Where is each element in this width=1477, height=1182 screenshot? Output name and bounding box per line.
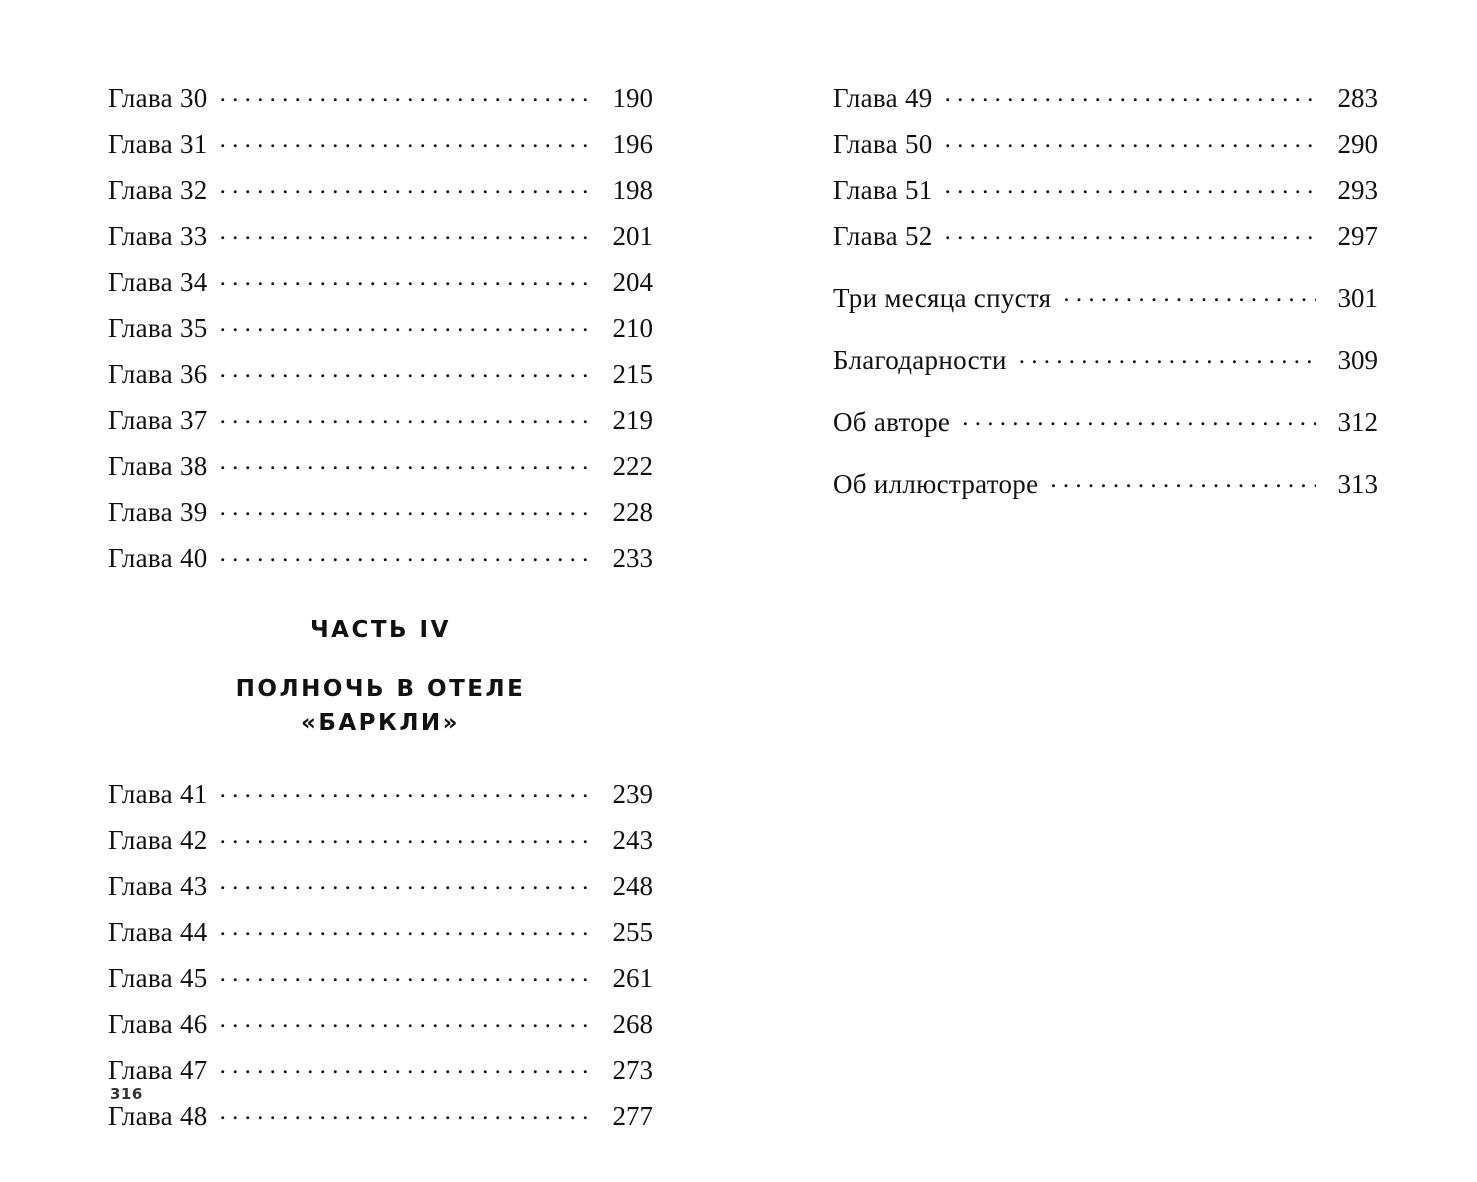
toc-leader-dots	[945, 126, 1316, 153]
toc-entry-page: 201	[612, 221, 653, 251]
toc-entry-label: Глава 47	[108, 1055, 208, 1086]
toc-leader-dots	[220, 402, 591, 429]
part-title-line-1: ПОЛНОЧЬ В ОТЕЛЕ	[235, 676, 526, 703]
toc-leader-dots	[220, 822, 591, 849]
toc-entry[interactable]	[108, 218, 653, 250]
toc-entry-label: Глава 49	[833, 83, 933, 113]
toc-entry-page: 222	[612, 451, 653, 481]
toc-entry-label: Глава 36	[108, 359, 208, 389]
toc-entry-label: Об авторе	[833, 407, 951, 437]
toc-entry[interactable]	[108, 402, 653, 434]
toc-entry[interactable]	[108, 960, 653, 992]
toc-entry-page: 243	[612, 825, 653, 856]
toc-leader-dots	[220, 960, 591, 987]
toc-entry-label: Глава 35	[108, 313, 208, 343]
toc-entry-label: Глава 51	[833, 175, 933, 205]
toc-entry-page: 255	[612, 917, 653, 948]
toc-entry[interactable]	[108, 494, 653, 526]
toc-leader-dots	[962, 404, 1316, 431]
toc-entry-label: Глава 44	[108, 917, 208, 948]
toc-entry-page: 313	[1337, 469, 1378, 499]
toc-left-column	[108, 80, 653, 1144]
toc-leader-dots	[220, 448, 591, 475]
toc-entry[interactable]	[108, 914, 653, 946]
toc-entry-page: 210	[612, 313, 653, 343]
toc-leader-dots	[220, 1098, 591, 1125]
toc-entry-page: 312	[1337, 407, 1378, 437]
toc-entry[interactable]	[108, 172, 653, 204]
toc-entry[interactable]	[833, 218, 1378, 250]
toc-entry[interactable]	[108, 356, 653, 388]
toc-entry-label: Глава 30	[108, 83, 208, 113]
toc-entry[interactable]	[108, 776, 653, 808]
toc-leader-dots	[220, 80, 591, 107]
toc-entry-label: Глава 41	[108, 779, 208, 810]
part-title	[108, 673, 653, 740]
toc-entry[interactable]	[108, 540, 653, 572]
toc-entry-page: 261	[612, 963, 653, 994]
toc-leader-dots	[1050, 466, 1316, 493]
toc-entry-label: Глава 33	[108, 221, 208, 251]
toc-entry[interactable]	[108, 1052, 653, 1084]
toc-entry[interactable]	[108, 264, 653, 296]
toc-entry-label: Глава 48	[108, 1101, 208, 1132]
toc-entry-page: 277	[612, 1101, 653, 1132]
toc-entry[interactable]	[108, 822, 653, 854]
toc-entry[interactable]	[833, 172, 1378, 204]
toc-entry-page: 239	[612, 779, 653, 810]
toc-entry-page: 273	[612, 1055, 653, 1086]
toc-entry[interactable]	[833, 404, 1378, 436]
toc-leader-dots	[220, 1052, 591, 1079]
toc-entry-label: Глава 46	[108, 1009, 208, 1040]
toc-entry-page: 248	[612, 871, 653, 902]
toc-leader-dots	[220, 126, 591, 153]
toc-entry-page: 196	[612, 129, 653, 159]
toc-entry[interactable]	[108, 1006, 653, 1038]
toc-leader-dots	[220, 540, 591, 567]
toc-entry-page: 290	[1337, 129, 1378, 159]
toc-leader-dots	[1063, 280, 1316, 307]
toc-leader-dots	[220, 914, 591, 941]
toc-entry-label: Глава 43	[108, 871, 208, 902]
toc-entry-label: Глава 32	[108, 175, 208, 205]
toc-leader-dots	[220, 356, 591, 383]
toc-leader-dots	[220, 264, 591, 291]
toc-entry-page: 301	[1337, 283, 1378, 313]
toc-entry[interactable]	[833, 126, 1378, 158]
toc-leader-dots	[220, 868, 591, 895]
part-title-line-2: «БАРКЛИ»	[300, 709, 461, 736]
toc-entry[interactable]	[108, 126, 653, 158]
toc-entry[interactable]	[108, 310, 653, 342]
toc-entry-page: 283	[1337, 83, 1378, 113]
toc-entry[interactable]	[108, 1098, 653, 1130]
toc-entry-page: 219	[612, 405, 653, 435]
toc-leader-dots	[945, 172, 1316, 199]
toc-leader-dots	[1019, 342, 1316, 369]
toc-entry-label: Глава 31	[108, 129, 208, 159]
toc-entry-page: 309	[1337, 345, 1378, 375]
toc-entry-label: Об иллюстраторе	[833, 469, 1039, 499]
toc-entry-label: Три месяца спустя	[833, 283, 1052, 313]
toc-entry-label: Глава 52	[833, 221, 933, 251]
part-number: ЧАСТЬ IV	[310, 617, 451, 643]
toc-entry-page: 268	[612, 1009, 653, 1040]
toc-entry-page: 228	[612, 497, 653, 527]
toc-entry-label: Глава 39	[108, 497, 208, 527]
part-heading	[108, 614, 653, 740]
toc-list-chapters-30-40	[108, 80, 653, 572]
toc-entry[interactable]	[833, 342, 1378, 374]
toc-leader-dots	[220, 776, 591, 803]
toc-leader-dots	[220, 494, 591, 521]
toc-entry[interactable]	[833, 80, 1378, 112]
toc-entry[interactable]	[833, 280, 1378, 312]
toc-entry-page: 190	[612, 83, 653, 113]
toc-leader-dots	[220, 1006, 591, 1033]
toc-list-chapters-41-48	[108, 776, 653, 1130]
toc-entry-label: Глава 40	[108, 543, 208, 573]
toc-entry-label: Благодарности	[833, 345, 1007, 375]
toc-leader-dots	[220, 310, 591, 337]
toc-entry-label: Глава 34	[108, 267, 208, 297]
toc-leader-dots	[220, 172, 591, 199]
toc-entry-page: 215	[612, 359, 653, 389]
toc-entry[interactable]	[108, 868, 653, 900]
toc-leader-dots	[220, 218, 591, 245]
toc-entry-page: 233	[612, 543, 653, 573]
toc-entry[interactable]	[108, 80, 653, 112]
toc-right-column	[833, 80, 1378, 528]
toc-entry[interactable]	[108, 448, 653, 480]
toc-entry-page: 297	[1337, 221, 1378, 251]
toc-entry-label: Глава 42	[108, 825, 208, 856]
toc-entry-label: Глава 45	[108, 963, 208, 994]
toc-entry-label: Глава 38	[108, 451, 208, 481]
toc-entry-page: 293	[1337, 175, 1378, 205]
toc-list-chapters-49-52	[833, 80, 1378, 250]
toc-entry-page: 198	[612, 175, 653, 205]
toc-entry-label: Глава 37	[108, 405, 208, 435]
page-folio: 316	[110, 1085, 143, 1103]
toc-leader-dots	[945, 218, 1316, 245]
toc-entry-page: 204	[612, 267, 653, 297]
toc-leader-dots	[945, 80, 1316, 107]
toc-list-back-matter	[833, 280, 1378, 498]
toc-entry-label: Глава 50	[833, 129, 933, 159]
toc-entry[interactable]	[833, 466, 1378, 498]
